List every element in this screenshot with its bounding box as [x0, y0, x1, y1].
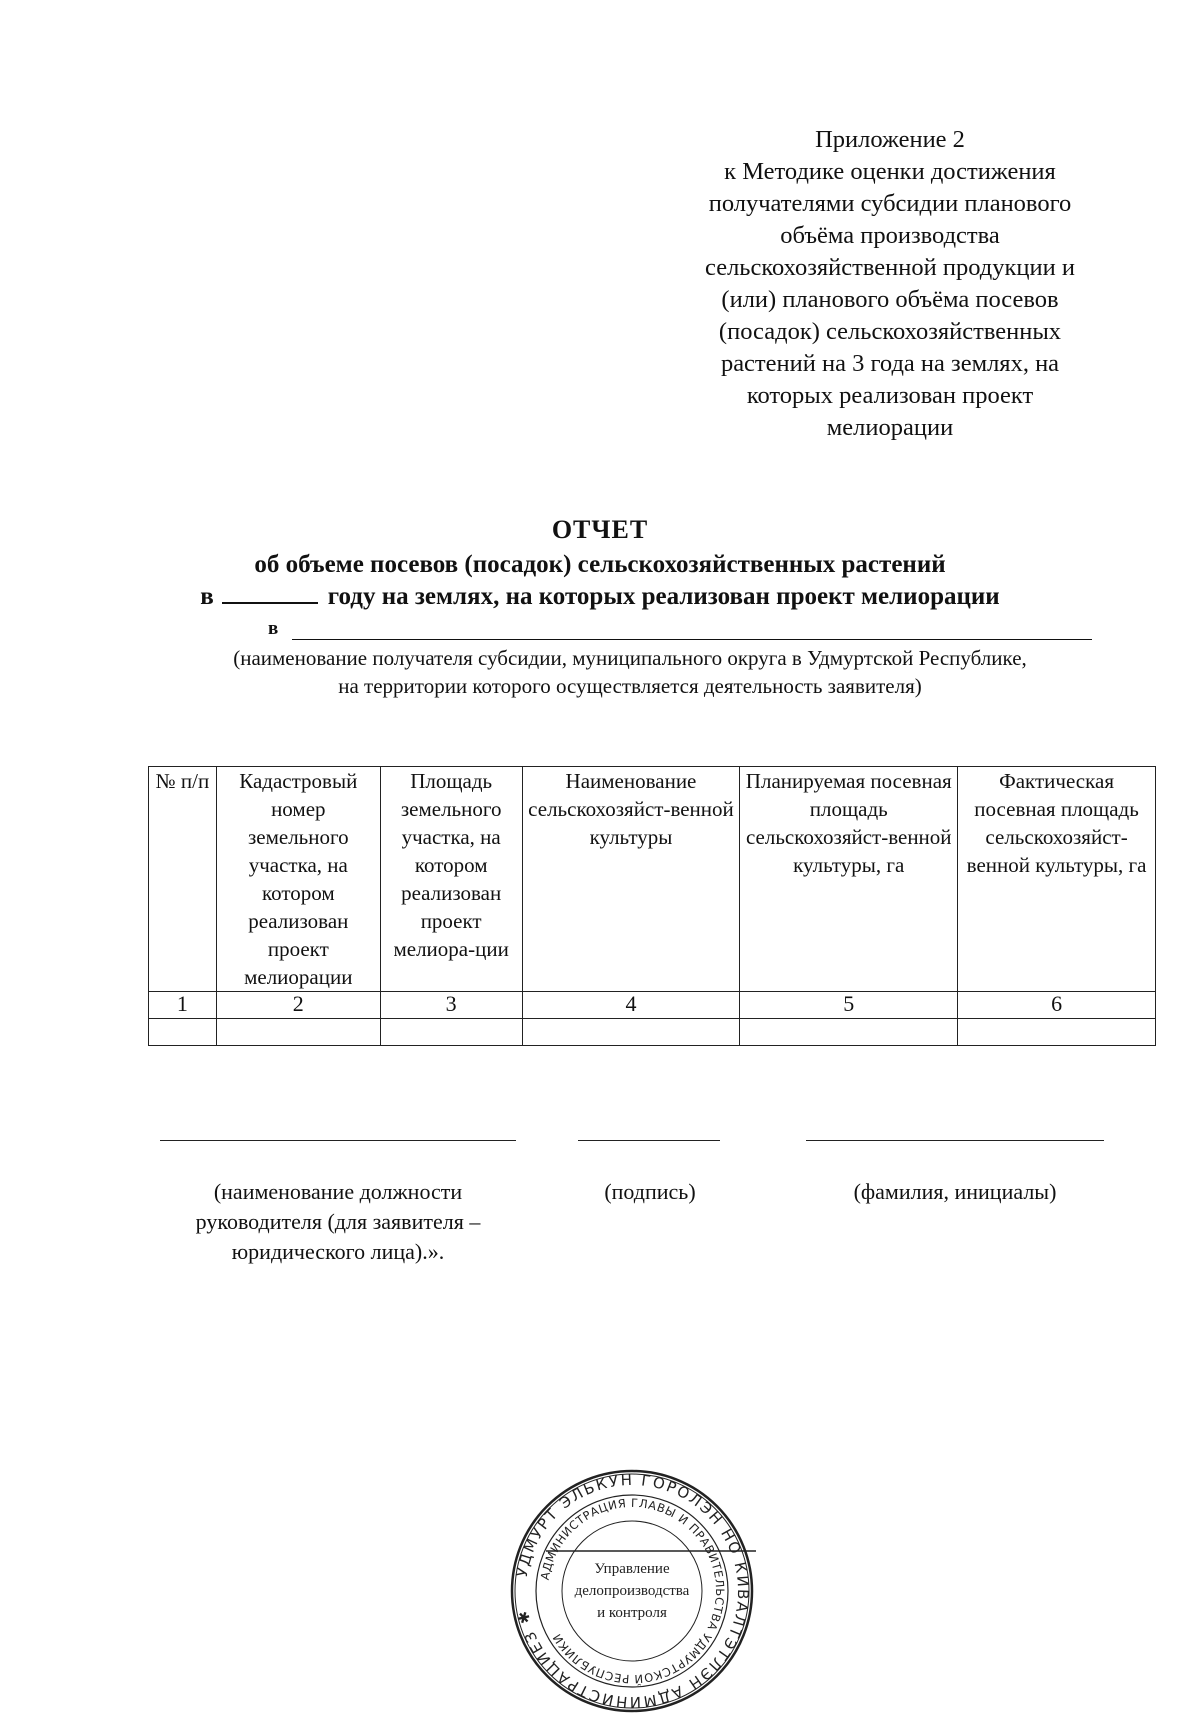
year-line	[0, 583, 1200, 611]
report-title-block	[0, 515, 1200, 611]
appendix-line: Приложение 2	[815, 126, 965, 153]
column-header: Планируемая посевная площадь сельскохозяйст-венной культуры, га	[740, 767, 958, 992]
recipient-prefix: в	[268, 618, 279, 639]
signature-line	[578, 1140, 720, 1141]
column-header: Площадь земельного участка, на котором реализован проект мелиора-ции	[380, 767, 522, 992]
column-header: Кадастровый номер земельного участка, на котором реализован проект мелиорации	[216, 767, 380, 992]
column-number: 2	[216, 992, 380, 1019]
report-subtitle: об объеме посевов (посадок) сельскохозяйственных растений	[254, 551, 946, 578]
report-title: ОТЧЕТ	[551, 515, 649, 544]
signature-caption: (подпись)	[604, 1179, 696, 1204]
name-signature-line	[806, 1140, 1104, 1141]
appendix-line: которых реализован проект	[746, 382, 1034, 409]
recipient-note-line: (наименование получателя субсидии, муниципального округа в Удмуртской Республике,	[233, 646, 1027, 670]
column-header: № п/п	[149, 767, 217, 992]
stamp-inner-text: АДМИНИСТРАЦИЯ ГЛАВЫ И ПРАВИТЕЛЬСТВА УДМУРТСКОЙ РЕСПУБЛИКИ	[537, 1495, 728, 1687]
table-cell	[380, 1019, 522, 1046]
position-caption: (наименование должности руководителя (для заявителя – юридического лица).».	[195, 1179, 481, 1264]
stamp-center-line: и контроля	[597, 1605, 667, 1621]
column-number: 4	[522, 992, 740, 1019]
appendix-line: (или) планового объёма посевов	[721, 286, 1059, 313]
recipient-blank-field	[292, 639, 1092, 640]
recipient-note	[150, 644, 1110, 700]
table-cell	[958, 1019, 1156, 1046]
position-signature-line	[160, 1140, 516, 1141]
column-number-row	[149, 992, 1156, 1019]
appendix-line: к Методике оценки достижения	[724, 158, 1056, 185]
appendix-line: растений на 3 года на землях, на	[720, 350, 1060, 377]
column-number: 6	[958, 992, 1156, 1019]
table-cell	[522, 1019, 740, 1046]
recipient-note-line: на территории которого осуществляется деятельность заявителя)	[338, 674, 922, 698]
table-row	[149, 1019, 1156, 1046]
appendix-header	[680, 124, 1100, 444]
table-cell	[216, 1019, 380, 1046]
column-number: 5	[740, 992, 958, 1019]
year-line-text: году на землях, на которых реализован проект мелиорации	[327, 583, 1000, 610]
name-caption: (фамилия, инициалы)	[853, 1179, 1057, 1204]
recipient-line	[268, 618, 1108, 640]
report-table	[148, 766, 1156, 1046]
official-stamp	[506, 1467, 758, 1715]
appendix-line: мелиорации	[826, 414, 954, 441]
year-line-prefix: в	[200, 583, 214, 610]
column-number: 1	[149, 992, 217, 1019]
table-header-row	[149, 767, 1156, 992]
year-blank-field	[222, 602, 318, 604]
table-cell	[740, 1019, 958, 1046]
table-cell	[149, 1019, 217, 1046]
appendix-line: объёма производства	[780, 222, 1000, 249]
appendix-line: (посадок) сельскохозяйственных	[718, 318, 1062, 345]
stamp-center-line: делопроизводства	[574, 1583, 690, 1599]
column-number: 3	[380, 992, 522, 1019]
column-header: Фактическая посевная площадь сельскохозяйст-венной культуры, га	[958, 767, 1156, 992]
stamp-outer-text: УДМУРТ ЭЛЬКУН ГОРОЛЭН НО КИВАЛТЭТЛЭН АДМИНИСТРАЦИЕЗ ✱	[512, 1470, 753, 1712]
appendix-line: получателями субсидии планового	[708, 190, 1072, 217]
stamp-center-line: Управление	[594, 1561, 670, 1577]
appendix-line: сельскохозяйственной продукции и	[705, 254, 1075, 281]
column-header: Наименование сельскохозяйст-венной культуры	[522, 767, 740, 992]
